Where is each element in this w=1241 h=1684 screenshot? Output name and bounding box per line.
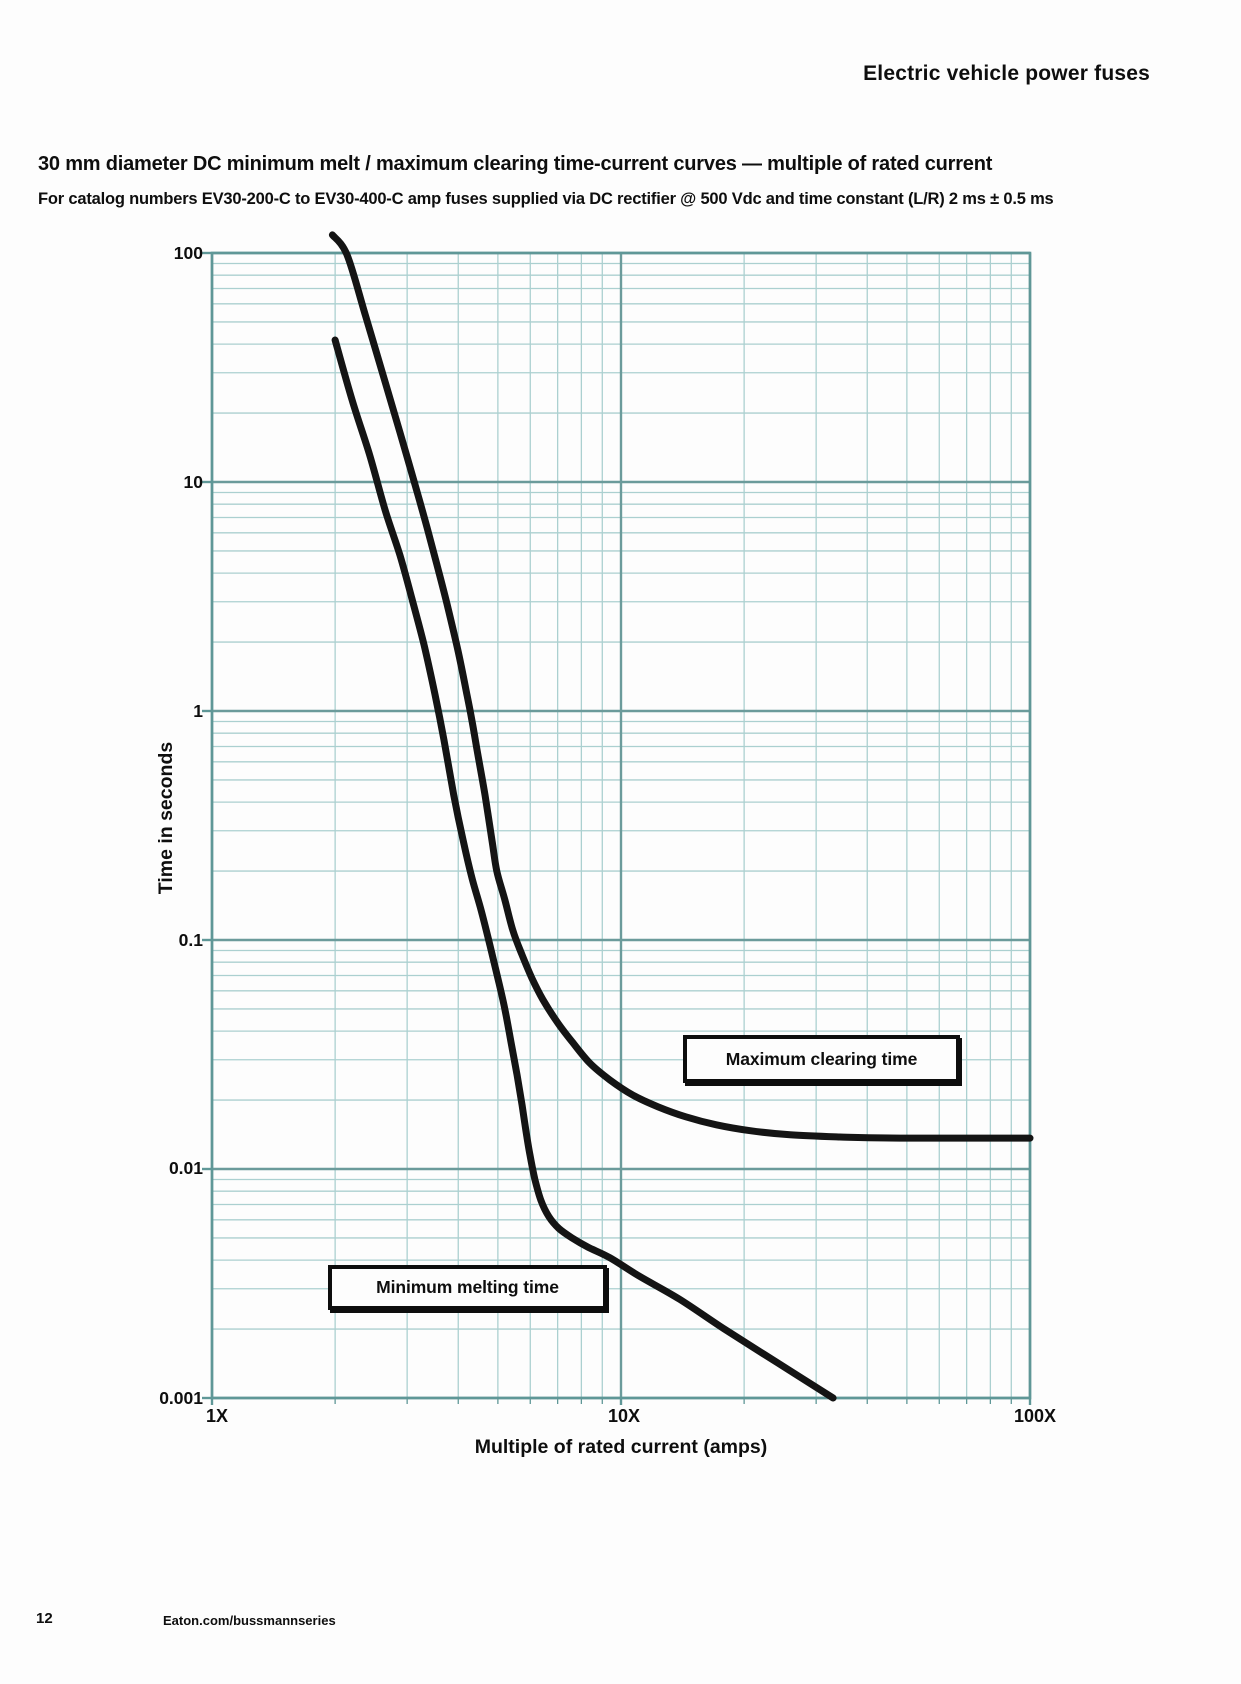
max-clearing-time-label-box [683, 1035, 960, 1083]
chart-subtitle: For catalog numbers EV30-200-C to EV30-400-C amp fuses supplied via DC rectifier @ 500 Vdc and time constant (L/R) 2 ms ± 0.5 ms [38, 190, 1054, 208]
chart-title: 30 mm diameter DC minimum melt / maximum clearing time-current curves — multiple of rated current [38, 153, 993, 175]
page-header: Electric vehicle power fuses [863, 62, 1150, 85]
y-axis-title: Time in seconds [155, 741, 177, 895]
y-tick-10: 10 [183, 472, 203, 492]
x-tick-10x: 10X [607, 1406, 641, 1426]
y-tick-0-1: 0.1 [178, 930, 203, 950]
y-tick-100: 100 [173, 243, 203, 263]
x-axis-title: Multiple of rated current (amps) [474, 1436, 768, 1458]
y-tick-0-01: 0.01 [168, 1158, 203, 1178]
min-melting-time-label-box [328, 1265, 607, 1310]
min-melting-time-label: Minimum melting time [376, 1277, 559, 1297]
y-tick-1: 1 [193, 701, 203, 721]
max-clearing-time-label: Maximum clearing time [725, 1048, 918, 1069]
x-tick-1x: 1X [205, 1406, 229, 1426]
x-tick-100x: 100X [1013, 1406, 1057, 1426]
footer-website: Eaton.com/bussmannseries [163, 1613, 336, 1628]
page-number: 12 [36, 1610, 53, 1627]
y-tick-0-001: 0.001 [159, 1388, 203, 1408]
